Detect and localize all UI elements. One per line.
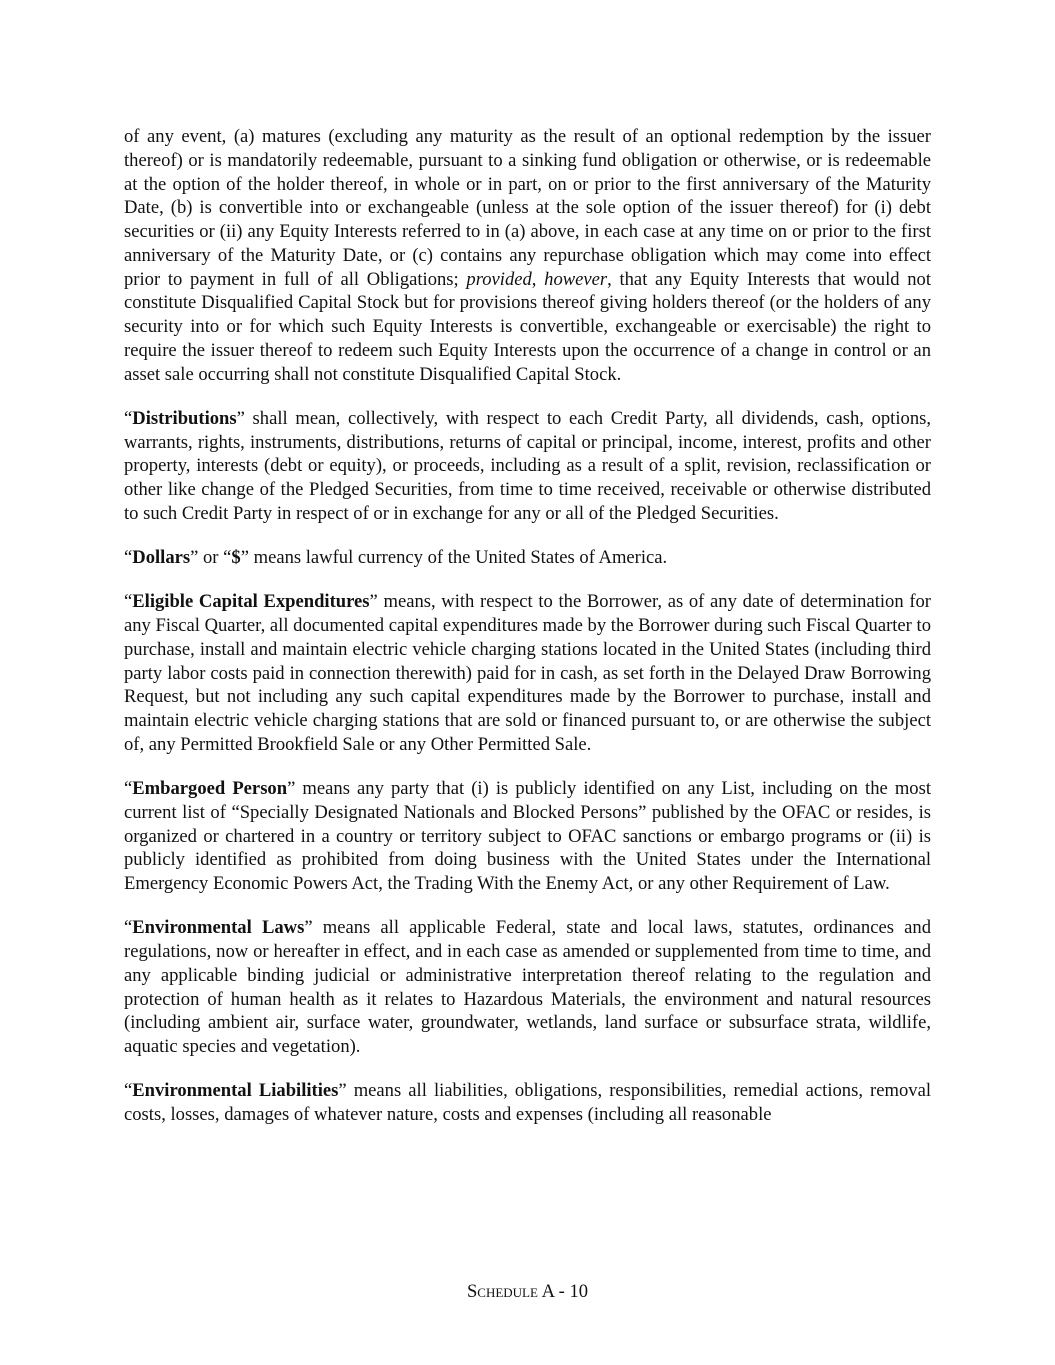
definition-eligible-capital-expenditures [124,590,931,756]
body-text: ” means any party that (i) is publicly identified on any List, including on the most current list of “Specially Designated Nationals and Blocked Persons” published by the OFAC or resides, is organized or chartered in a country or territory subject to OFAC sanctions or embargo programs or (ii) is publicly identified as prohibited from doing business with the United States under the International Emergency Economic Powers Act, the Trading With the Enemy Act, or any other Requirement of Law. [124,778,932,894]
body-text: ” shall mean, collectively, with respect to each Credit Party, all dividends, cash, options, warrants, rights, instruments, distributions, returns of capital or principal, income, interest, profits and other property, interests (debt or equity), or proceeds, including as a result of a split, revision, reclassification or other like change of the Pledged Securities, from time to time received, receivable or otherwise distributed to such Credit Party in respect of or in exchange for any or all of the Pledged Securities. [124,407,931,524]
body-text: “ [124,1080,133,1102]
defined-term: $ [231,547,241,568]
body-text: “ [124,917,133,939]
page-footer [0,1281,1055,1303]
defined-term: Eligible Capital Expenditures [132,591,370,613]
body-text: “ [124,407,133,429]
defined-term: Dollars [132,547,191,568]
defined-term: Distributions [132,407,237,429]
body-text: “ [124,591,133,613]
body-text: “ [124,547,133,568]
footer-schedule-label: Schedule [466,1281,538,1302]
body-text: ” means, with respect to the Borrower, as of any date of determination for any Fiscal Quarter, all documented capital expenditures made by the Borrower during such Fiscal Quarter to purchase, install and maintain electric vehicle charging stations located in the United States (including third party labor costs paid in connection therewith) paid for in cash, as set forth in the Delayed Draw Borrowing Request, but not including any such capital expenditures made by the Borrower to purchase, install and maintain electric vehicle charging stations that are sold or financed pursuant to, or are otherwise the subject of, any Permitted Brookfield Sale or any Other Permitted Sale. [124,591,931,755]
emphasized-text: however [544,268,608,290]
document-body [124,125,931,1147]
definition-environmental-liabilities [124,1079,931,1127]
body-text: of any event, (a) matures (excluding any maturity as the result of an optional redemption by the issuer thereof) or is mandatorily redeemable, pursuant to a sinking fund obligation or otherwise, or is redeemable at the option of the holder thereof, in whole or in part, on or prior to the first anniversary of the Maturity Date, (b) is convertible into or exchangeable (unless at the sole option of the issuer thereof) for (i) debt securities or (ii) any Equity Interests referred to in (a) above, in each case at any time on or prior to the first anniversary of the Maturity Date, or (c) contains any repurchase obligation which may come into effect prior to payment in full of all Obligations; [124,126,931,290]
footer-page-ref: A - 10 [541,1281,589,1302]
body-text: “ [124,778,133,799]
defined-term: Environmental Liabilities [132,1080,339,1102]
definition-dollars [124,546,931,570]
body-text: ” means all liabilities, obligations, responsibilities, remedial actions, removal costs, losses, damages of whatever nature, costs and expenses (including all reasonable [124,1080,931,1125]
defined-term: Embargoed Person [132,778,288,799]
emphasized-text: provided [466,268,532,290]
paragraph-disqualified-capital-stock-continued [124,125,931,386]
definition-distributions [124,407,931,526]
body-text: ” means lawful currency of the United States of America. [240,547,668,568]
definition-environmental-laws [124,916,931,1059]
body-text: ” or “ [190,547,232,568]
definition-embargoed-person [124,777,931,896]
defined-term: Environmental Laws [132,917,305,939]
body-text: , [531,268,545,290]
body-text: ” means all applicable Federal, state and local laws, statutes, ordinances and regulations, now or hereafter in effect, and in each case as amended or supplemented from time to time, and any applicable binding judicial or administrative interpretation thereof relating to the regulation and protection of human health as it relates to Hazardous Materials, the environment and natural resources (including ambient air, surface water, groundwater, wetlands, land surface or subsurface strata, wildlife, aquatic species and vegetation). [124,917,931,1057]
body-text: , that any Equity Interests that would not constitute Disqualified Capital Stock but for provisions thereof giving holders thereof (or the holders of any security into or for which such Equity Interests is convertible, exchangeable or exercisable) the right to require the issuer thereof to redeem such Equity Interests upon the occurrence of a change in control or an asset sale occurring shall not constitute Disqualified Capital Stock. [124,268,931,385]
